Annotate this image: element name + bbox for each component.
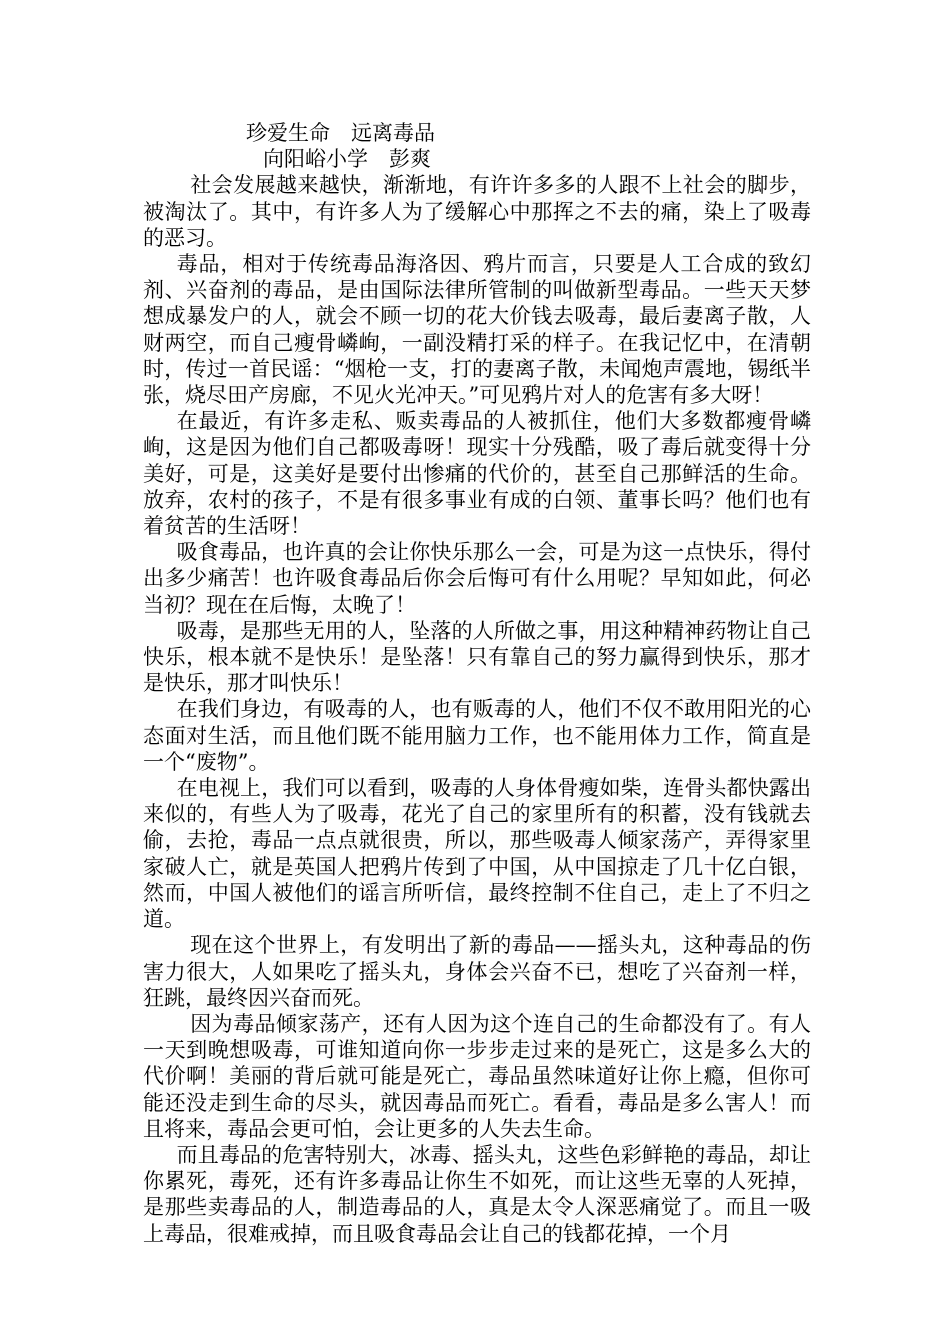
paragraph-5: 吸毒，是那些无用的人，坠落的人所做之事，用这种精神药物让自己快乐，根本就不是快乐！是坠落！只有靠自己的努力赢得到快乐，那才是快乐，那才叫快乐！ (143, 618, 811, 696)
document-page (143, 120, 811, 1247)
paragraph-4: 吸食毒品，也许真的会让你快乐那么一会，可是为这一点快乐，得付出多少痛苦！也许吸食毒品后你会后悔可有什么用呢？早知如此，何必当初？现在在后悔，太晚了！ (143, 540, 811, 617)
paragraph-3: 在最近，有许多走私、贩卖毒品的人被抓住，他们大多数都瘦骨嶙峋，这是因为他们自己都吸毒呀！现实十分残酷，吸了毒后就变得十分美好，可是，这美好是要付出惨痛的代价的，甚至自己那鲜活的生命。放弃，农村的孩子，不是有很多事业有成的白领、董事长吗？他们也有着贫苦的生活呀！ (143, 409, 811, 539)
document-author: 向阳峪小学 彭爽 (263, 147, 431, 172)
paragraph-2: 毒品，相对于传统毒品海洛因、鸦片而言，只要是人工合成的致幻剂、兴奋剂的毒品，是由国际法律所管制的叫做新型毒品。一些天天梦想成暴发户的人，就会不顾一切的花大价钱去吸毒，最后妻离子散，人财两空，而自己瘦骨嶙峋，一副没精打采的样子。在我记忆中，在清朝时，传过一首民谣：“烟枪一支，打的妻离子散，未闻炮声震地，锡纸半张，烧尽田产房廊，不见火光冲天。”可见鸦片对人的危害有多大呀！ (143, 252, 811, 408)
paragraph-6: 在我们身边，有吸毒的人，也有贩毒的人，他们不仅不敢用阳光的心态面对生活，而且他们既不能用脑力工作，也不能用体力工作，简直是一个“废物”。 (143, 697, 811, 774)
paragraph-1: 社会发展越来越快，渐渐地，有许许多多的人跟不上社会的脚步，被淘汰了。其中，有许多人为了缓解心中那挥之不去的痛，染上了吸毒的恶习。 (143, 173, 811, 250)
paragraph-9: 因为毒品倾家荡产，还有人因为这个连自己的生命都没有了。有人一天到晚想吸毒，可谁知道向你一步步走过来的是死亡，这是多么大的代价啊！美丽的背后就可能是死亡，毒品虽然味道好让你上瘾，但你可能还没走到生命的尽头，就因毒品而死亡。看看，毒品是多么害人！而且将来，毒品会更可怕，会让更多的人失去生命。 (143, 1011, 811, 1141)
paragraph-8: 现在这个世界上，有发明出了新的毒品——摇头丸，这种毒品的伤害力很大，人如果吃了摇头丸，身体会兴奋不已，想吃了兴奋剂一样，狂跳，最终因兴奋而死。 (143, 933, 811, 1010)
paragraph-10: 而且毒品的危害特别大，冰毒、摇头丸，这些色彩鲜艳的毒品，却让你累死，毒死，还有许多毒品让你生不如死，而让这些无辜的人死掉，是那些卖毒品的人，制造毒品的人，真是太令人深恶痛觉了。而且一吸上毒品，很难戒掉，而且吸食毒品会让自己的钱都花掉，一个月 (143, 1142, 811, 1246)
document-title: 珍爱生命 远离毒品 (246, 121, 435, 145)
paragraph-7: 在电视上，我们可以看到，吸毒的人身体骨瘦如柴，连骨头都快露出来似的，有些人为了吸毒，花光了自己的家里所有的积蓄，没有钱就去偷，去抢，毒品一点点就很贵，所以，那些吸毒人倾家荡产，弄得家里家破人亡，就是英国人把鸦片传到了中国，从中国掠走了几十亿白银，然而，中国人被他们的谣言所听信，最终控制不住自己，走上了不归之道。 (143, 776, 811, 932)
